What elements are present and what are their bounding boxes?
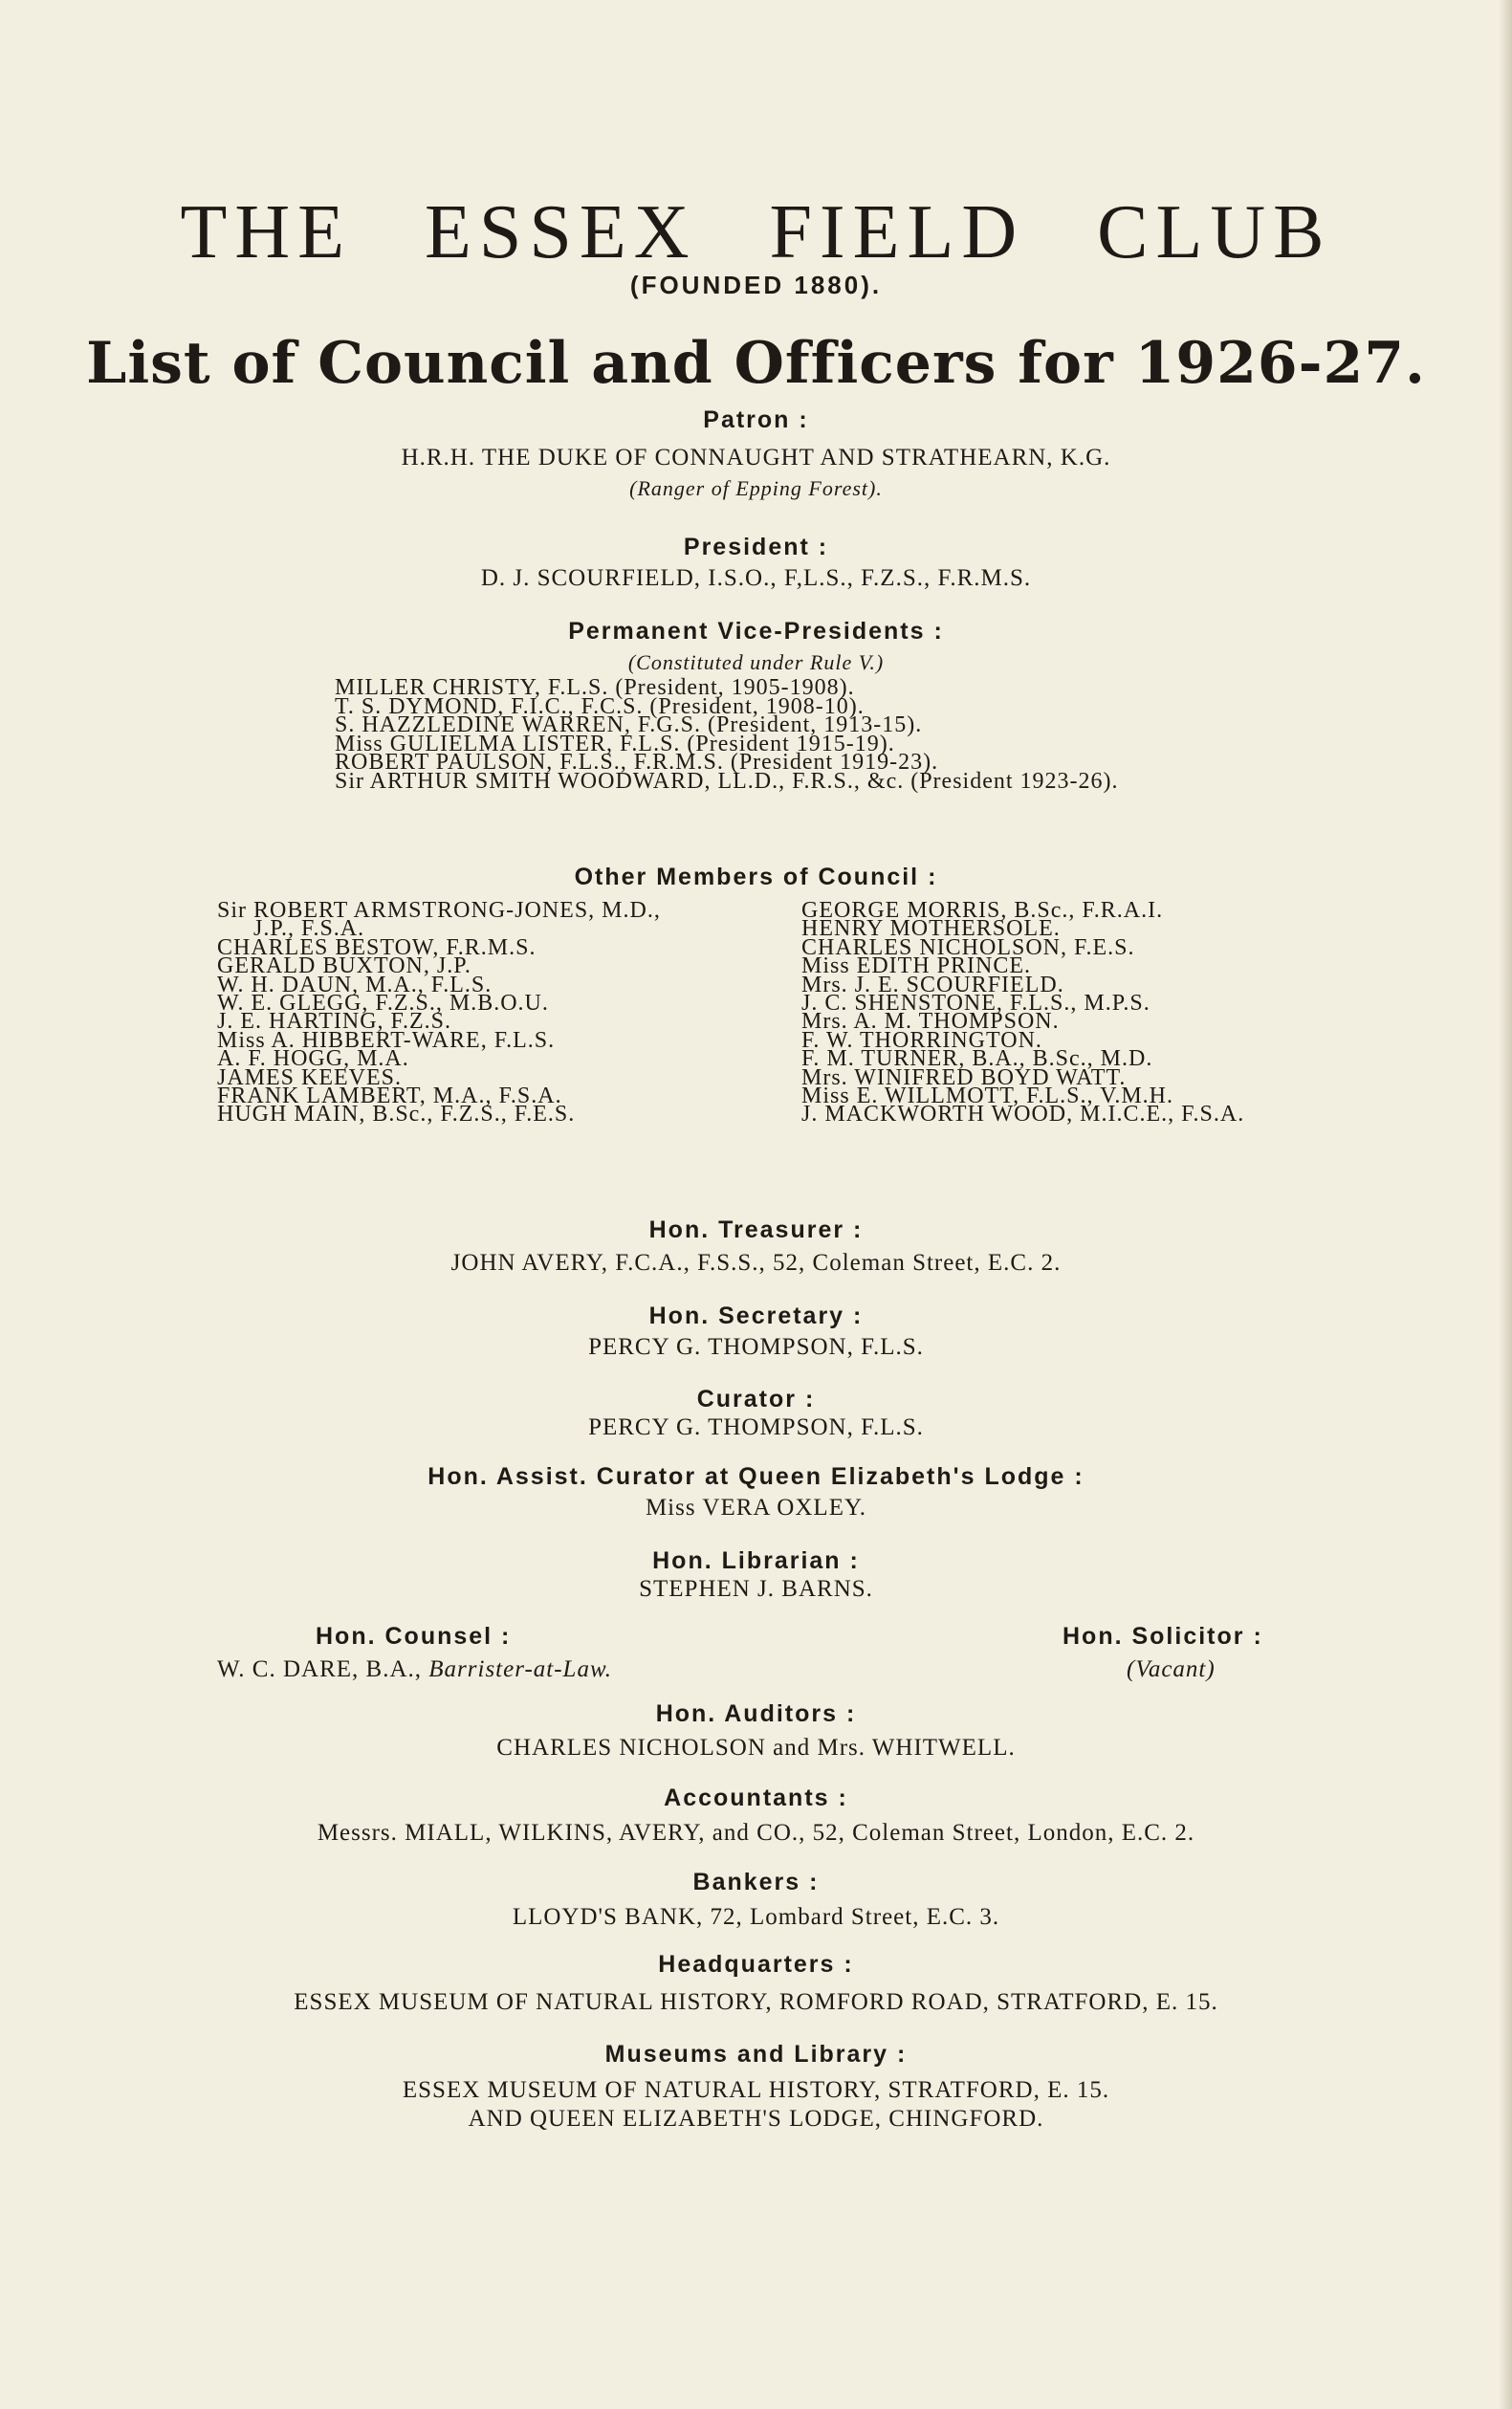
list-item: GEORGE MORRIS, B.Sc., F.R.A.I.	[801, 898, 1164, 923]
list-item: Mrs. J. E. SCOURFIELD.	[801, 972, 1064, 997]
list-item: Miss E. WILLMOTT, F.L.S., V.M.H.	[801, 1083, 1173, 1108]
accountants-heading: Accountants :	[664, 1785, 848, 1811]
list-item: CHARLES NICHOLSON, F.E.S.	[801, 934, 1135, 960]
list-item: MILLER CHRISTY, F.L.S. (President, 1905-1908).	[335, 675, 855, 700]
counsel-title: Barrister-at-Law.	[428, 1656, 613, 1682]
list-item: Miss EDITH PRINCE.	[801, 953, 1032, 979]
council-heading: Other Members of Council :	[574, 864, 938, 890]
museums-heading: Museums and Library :	[604, 2041, 908, 2068]
assist-curator-name: Miss VERA OXLEY.	[645, 1495, 867, 1521]
list-item: Miss A. HIBBERT-WARE, F.L.S.	[217, 1027, 556, 1053]
list-item: J. C. SHENSTONE, F.L.S., M.P.S.	[801, 990, 1150, 1016]
page-edge-shadow	[1499, 0, 1512, 2409]
president-name: D. J. SCOURFIELD, I.S.O., F,L.S., F.Z.S., F.R.M.S.	[480, 565, 1032, 591]
vice-presidents-note: (Constituted under Rule V.)	[627, 650, 885, 674]
counsel-heading: Hon. Counsel :	[316, 1623, 512, 1650]
solicitor-heading: Hon. Solicitor :	[1063, 1623, 1263, 1650]
list-item: S. HAZZLEDINE WARREN, F.G.S. (President, 1913-15).	[335, 712, 923, 737]
list-item: HUGH MAIN, B.Sc., F.Z.S., F.E.S.	[217, 1102, 576, 1128]
list-item: Mrs. A. M. THOMPSON.	[801, 1009, 1060, 1035]
vice-presidents-list	[335, 675, 1119, 794]
auditors-heading: Hon. Auditors :	[655, 1700, 857, 1727]
vice-presidents-heading: Permanent Vice-Presidents :	[568, 618, 944, 645]
museums-line-2: AND QUEEN ELIZABETH'S LODGE, CHINGFORD.	[468, 2106, 1044, 2132]
list-item: JAMES KEEVES.	[217, 1064, 403, 1090]
list-item: Sir ROBERT ARMSTRONG-JONES, M.D.,	[217, 898, 661, 923]
list-item: FRANK LAMBERT, M.A., F.S.A.	[217, 1083, 562, 1108]
treasurer-heading: Hon. Treasurer :	[648, 1216, 864, 1243]
secretary-name: PERCY G. THOMPSON, F.L.S.	[588, 1334, 924, 1360]
list-item: J. MACKWORTH WOOD, M.I.C.E., F.S.A.	[801, 1102, 1245, 1128]
headquarters-address: ESSEX MUSEUM OF NATURAL HISTORY, ROMFORD ROAD, STRATFORD, E. 15.	[294, 1989, 1218, 2015]
list-item: F. M. TURNER, B.A., B.Sc., M.D.	[801, 1046, 1153, 1072]
list-item: A. F. HOGG, M.A.	[217, 1046, 409, 1072]
list-item: HENRY MOTHERSOLE.	[801, 916, 1061, 942]
patron-name: H.R.H. THE DUKE OF CONNAUGHT AND STRATHEARN, K.G.	[401, 445, 1111, 471]
accountants-name: Messrs. MIALL, WILKINS, AVERY, and CO., 52, Coleman Street, London, E.C. 2.	[317, 1820, 1195, 1846]
list-item: J.P., F.S.A.	[253, 916, 365, 942]
list-item: Miss GULIELMA LISTER, F.L.S. (President 1915-19).	[335, 731, 895, 756]
president-heading: President :	[683, 534, 829, 560]
list-item: T. S. DYMOND, F.I.C., F.C.S. (President, 1908-10).	[335, 693, 865, 719]
council-right-column	[801, 898, 1245, 1128]
page-title: THE ESSEX FIELD CLUB	[180, 190, 1332, 274]
list-item: GERALD BUXTON, J.P.	[217, 953, 471, 979]
museums-line-1: ESSEX MUSEUM OF NATURAL HISTORY, STRATFORD, E. 15.	[402, 2077, 1110, 2103]
patron-heading: Patron :	[703, 406, 809, 433]
list-item: Sir ARTHUR SMITH WOODWARD, LL.D., F.R.S., &c. (President 1923-26).	[335, 768, 1119, 794]
curator-name: PERCY G. THOMPSON, F.L.S.	[588, 1414, 924, 1440]
list-item: J. E. HARTING, F.Z.S.	[217, 1009, 451, 1035]
list-item: W. E. GLEGG, F.Z.S., M.B.O.U.	[217, 990, 549, 1016]
assist-curator-heading: Hon. Assist. Curator at Queen Elizabeth's Lodge :	[427, 1463, 1085, 1490]
counsel-name	[217, 1656, 612, 1683]
council-left-column	[217, 898, 661, 1128]
curator-heading: Curator :	[696, 1386, 816, 1413]
list-item: Mrs. WINIFRED BOYD WATT.	[801, 1064, 1127, 1090]
list-item: ROBERT PAULSON, F.L.S., F.R.M.S. (President 1919-23).	[335, 750, 939, 775]
secretary-heading: Hon. Secretary :	[648, 1303, 864, 1329]
founded-line: (FOUNDED 1880).	[629, 271, 883, 299]
list-item: F. W. THORRINGTON.	[801, 1027, 1042, 1053]
counsel-name-text: W. C. DARE, B.A.,	[217, 1656, 429, 1682]
treasurer-name: JOHN AVERY, F.C.A., F.S.S., 52, Coleman Street, E.C. 2.	[450, 1250, 1062, 1276]
librarian-heading: Hon. Librarian :	[652, 1547, 860, 1574]
bankers-heading: Bankers :	[692, 1869, 820, 1895]
solicitor-name: (Vacant)	[1127, 1656, 1216, 1682]
page-subtitle: List of Council and Officers for 1926-27.	[86, 330, 1426, 397]
librarian-name: STEPHEN J. BARNS.	[639, 1576, 873, 1602]
auditors-names: CHARLES NICHOLSON and Mrs. WHITWELL.	[496, 1735, 1016, 1761]
list-item: CHARLES BESTOW, F.R.M.S.	[217, 934, 537, 960]
headquarters-heading: Headquarters :	[658, 1951, 854, 1978]
patron-note: (Ranger of Epping Forest).	[629, 476, 883, 500]
list-item: W. H. DAUN, M.A., F.L.S.	[217, 972, 493, 997]
bankers-name: LLOYD'S BANK, 72, Lombard Street, E.C. 3.	[512, 1904, 1000, 1930]
